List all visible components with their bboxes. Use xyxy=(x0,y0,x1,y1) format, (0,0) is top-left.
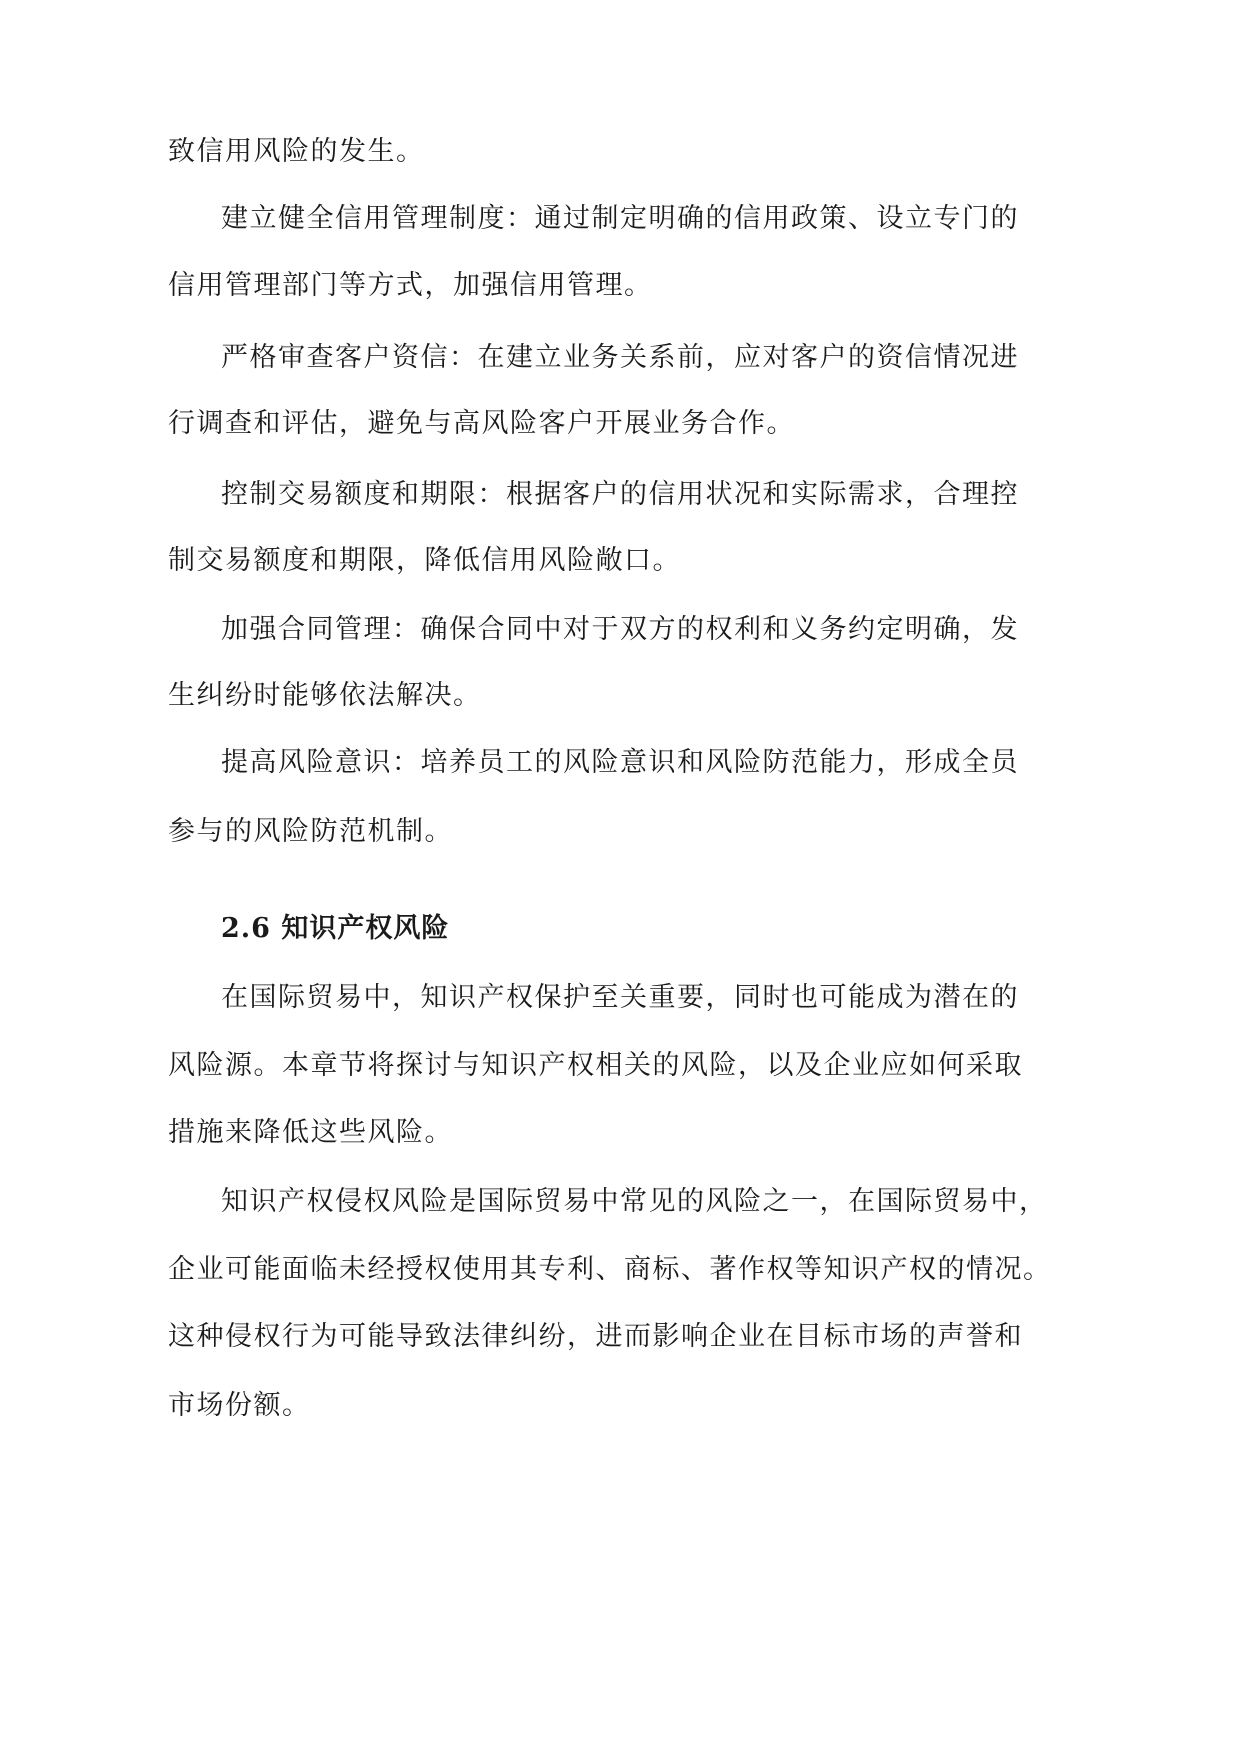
paragraph-risk-awareness-line-2: 参与的风险防范机制。 xyxy=(168,816,453,847)
paragraph-credit-system-line-2: 信用管理部门等方式，加强信用管理。 xyxy=(168,270,653,301)
paragraph-contract-management-line-1: 加强合同管理：确保合同中对于双方的权利和义务约定明确，发 xyxy=(221,614,1019,645)
paragraph-customer-review-line-1: 严格审查客户资信：在建立业务关系前，应对客户的资信情况进 xyxy=(221,342,1019,373)
paragraph-ip-intro-line-3: 措施来降低这些风险。 xyxy=(168,1117,453,1148)
paragraph-ip-infringement-line-3: 这种侵权行为可能导致法律纠纷，进而影响企业在目标市场的声誉和 xyxy=(168,1321,1023,1352)
paragraph-ip-infringement-line-2: 企业可能面临未经授权使用其专利、商标、著作权等知识产权的情况。 xyxy=(168,1254,1052,1285)
paragraph-contract-management-line-2: 生纠纷时能够依法解决。 xyxy=(168,680,482,711)
paragraph-ip-intro-line-2: 风险源。本章节将探讨与知识产权相关的风险，以及企业应如何采取 xyxy=(168,1050,1023,1081)
paragraph-trade-limit-line-1: 控制交易额度和期限：根据客户的信用状况和实际需求，合理控 xyxy=(221,479,1019,510)
paragraph-trade-limit-line-2: 制交易额度和期限，降低信用风险敞口。 xyxy=(168,545,681,576)
section-heading: 2.6 知识产权风险 xyxy=(221,913,450,944)
paragraph-credit-risk-end-line-1: 致信用风险的发生。 xyxy=(168,136,425,167)
paragraph-ip-infringement-line-1: 知识产权侵权风险是国际贸易中常见的风险之一，在国际贸易中， xyxy=(221,1186,1048,1217)
paragraph-ip-infringement-line-4: 市场份额。 xyxy=(168,1390,311,1421)
paragraph-customer-review-line-2: 行调查和评估，避免与高风险客户开展业务合作。 xyxy=(168,408,795,439)
paragraph-ip-intro-line-1: 在国际贸易中，知识产权保护至关重要，同时也可能成为潜在的 xyxy=(221,982,1019,1013)
paragraph-risk-awareness-line-1: 提高风险意识：培养员工的风险意识和风险防范能力，形成全员 xyxy=(221,747,1019,778)
paragraph-credit-system-line-1: 建立健全信用管理制度：通过制定明确的信用政策、设立专门的 xyxy=(221,203,1019,234)
